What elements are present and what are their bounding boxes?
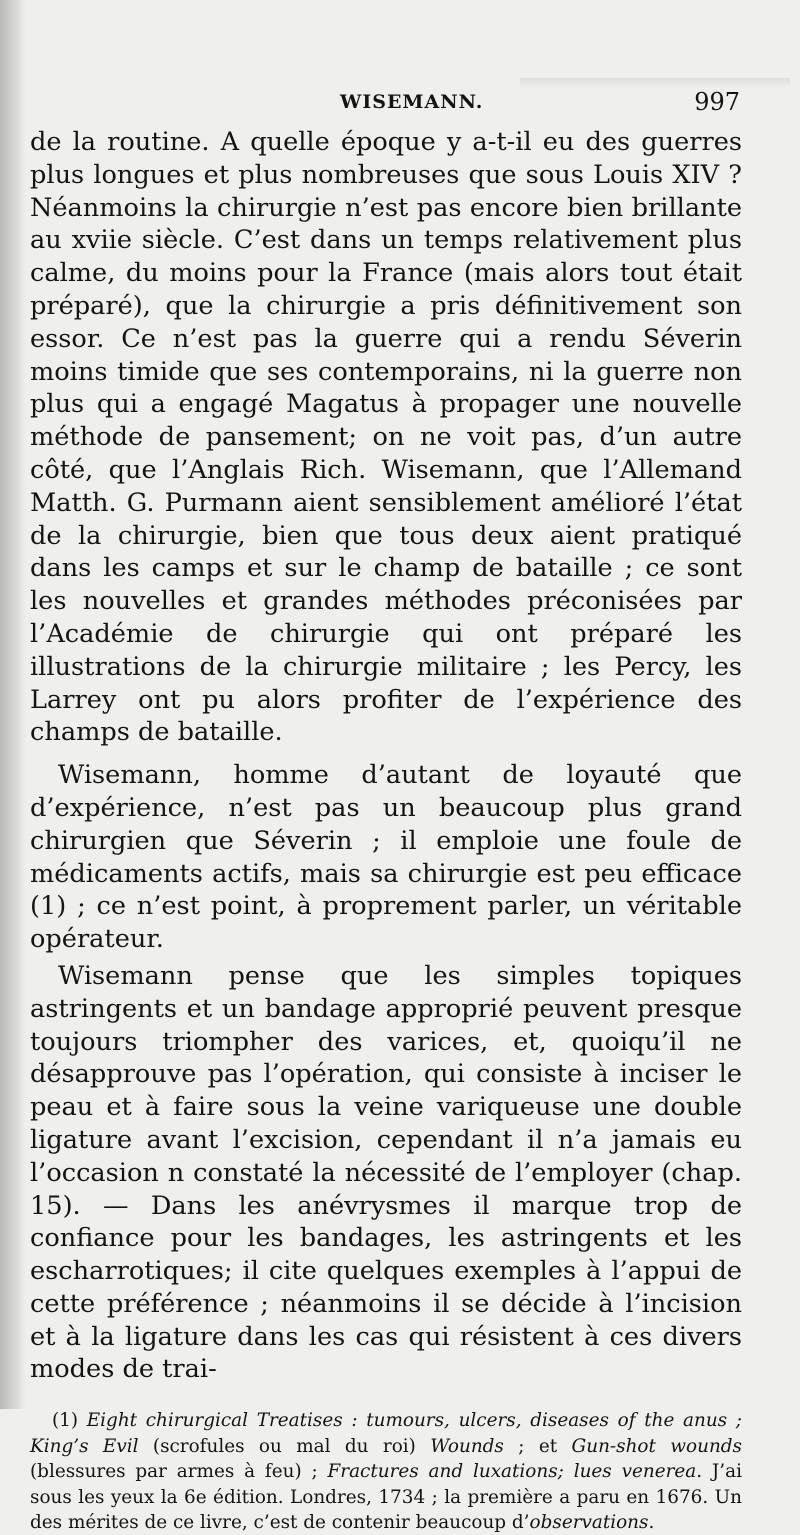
footnote-segment: Wounds [430, 1435, 504, 1457]
footnote-segment: Fractures and luxations; lues venerea. [327, 1461, 703, 1483]
footnote [30, 1408, 742, 1535]
footnote-segment: . [648, 1511, 655, 1533]
book-page [30, 88, 742, 1535]
paragraph: Wisemann pense que les simples topiques astringents et un bandage approprié peuvent presque toujours triompher des varices, et, quoiqu’il ne désapprouve pas l’opération, qui consiste à inciser le peau et à faire sous la veine variqueuse une double ligature avant l’excision, cependant il n’a jamais eu l’occasion n constaté la nécessité de l’employer (chap. 15). — Dans les anévrysmes il marque trop de confiance pour les bandages, les astringents et les escharrotiques; il cite quelques exemples à l’appui de cette préférence ; néanmoins il se décide à l’incision et à la ligature dans les cas qui résistent à ces divers modes de trai- [30, 960, 742, 1385]
paragraph: Wisemann, homme d’autant de loyauté que d’expérience, n’est pas un beaucoup plus grand chirurgien que Séverin ; il emploie une foule de médicaments actifs, mais sa chirurgie est peu efficace (1) ; ce n’est point, à proprement parler, un véritable opérateur. [30, 760, 742, 955]
show-through-shadow [520, 78, 790, 88]
page-header [30, 88, 742, 126]
footnote-segment: ; et [503, 1435, 572, 1457]
footnote-segment: observations [529, 1511, 649, 1533]
page-number: 997 [694, 88, 740, 116]
book-binding-shadow [0, 0, 26, 1409]
footnote-segment: Gun-shot wounds [571, 1435, 742, 1457]
footnote-marker: (1) [52, 1410, 87, 1432]
body-text [30, 126, 742, 1386]
footnote-segment: J’ai sous les yeux la 6e édition. Londres, 1734 ; la première a paru en 1676. Un des mérites de ce livre, c’est de contenir beaucoup d’ [30, 1461, 742, 1533]
paragraph: de la routine. A quelle époque y a-t-il eu des guerres plus longues et plus nombreuses que sous Louis XIV ? Néanmoins la chirurgie n’est pas encore bien brillante au xviie siècle. C’est dans un temps relativement plus calme, du moins pour la France (mais alors tout était préparé), que la chirurgie a pris définitivement son essor. Ce n’est pas la guerre qui a rendu Séverin moins timide que ses contemporains, ni la guerre non plus qui a engagé Magatus à propager une nouvelle méthode de pansement; on ne voit pas, d’un autre côté, que l’Anglais Rich. Wisemann, que l’Allemand Matth. G. Purmann aient sensiblement amélioré l’état de la chirurgie, bien que tous deux aient pratiqué dans les camps et sur le champ de bataille ; ce sont les nouvelles et grandes méthodes préconisées par l’Académie de chirurgie qui ont préparé les illustrations de la chirurgie militaire ; les Percy, les Larrey ont pu alors profiter de l’expérience des champs de bataille. [30, 127, 742, 748]
footnote-segment: (scrofules ou mal du roi) [138, 1435, 431, 1457]
footnote-segment: Eight chirurgical Treatises : tumours, ulcers, diseases of the anus ; King’s Evil [30, 1410, 742, 1457]
running-head: WISEMANN. [340, 91, 484, 113]
footnote-segment: (blessures par armes à feu) ; [30, 1461, 328, 1483]
